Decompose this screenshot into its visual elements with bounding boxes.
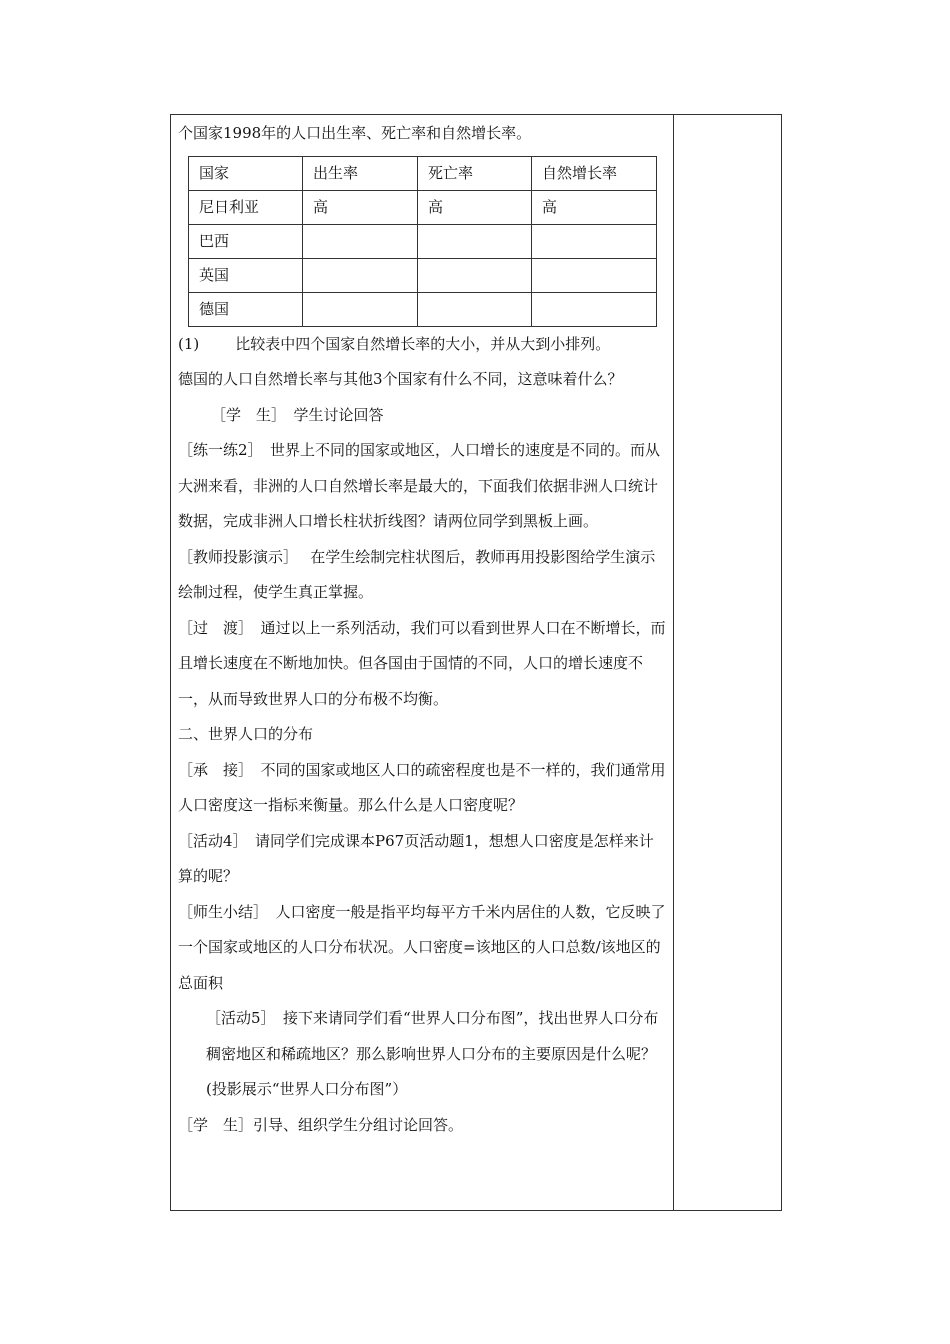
- table-cell: [532, 292, 657, 326]
- table-cell: 英国: [189, 258, 303, 292]
- header-country: 国家: [189, 156, 303, 190]
- question-number: (1): [178, 334, 200, 353]
- question-line-1: [178, 327, 666, 363]
- practice-2-para: ［练一练2］ 世界上不同的国家或地区，人口增长的速度是不同的。而从大洲来看，非洲的人口自然增长率是最大的，下面我们依据非洲人口统计数据，完成非洲人口增长柱状折线图？请两位同学到黑板上画。: [178, 441, 661, 530]
- table-cell: [418, 258, 532, 292]
- table-cell: [532, 224, 657, 258]
- table-cell: [532, 258, 657, 292]
- continuation-para: ［承 接］ 不同的国家或地区人口的疏密程度也是不一样的，我们通常用人口密度这一指标来衡量。那么什么是人口密度呢？: [178, 760, 666, 814]
- intro-text: 个国家1998年的人口出生率、死亡率和自然增长率。: [178, 124, 532, 142]
- activity-4-para: ［活动4］ 请同学们完成课本P67页活动题1，想想人口密度是怎样来计算的呢？: [178, 831, 654, 885]
- header-death-rate: 死亡率: [418, 156, 532, 190]
- table-row: [189, 292, 657, 326]
- population-rate-table: [188, 156, 657, 327]
- table-row: [189, 190, 657, 224]
- summary-para: ［师生小结］ 人口密度一般是指平均每平方千米内居住的人数，它反映了一个国家或地区的人口分布状况。人口密度=该地区的人口总数/该地区的总面积: [178, 902, 666, 992]
- teacher-demo-para: ［教师投影演示］ 在学生绘制完柱状图后，教师再用投影图给学生演示绘制过程，使学生真正掌握。: [178, 547, 656, 601]
- table-cell: 高: [303, 190, 418, 224]
- lesson-content: [178, 116, 666, 1143]
- table-cell: 高: [532, 190, 657, 224]
- question-text-1: 比较表中四个国家自然增长率的大小，并从大到小排列。: [235, 334, 611, 353]
- table-row: [189, 258, 657, 292]
- section-heading: 二、世界人口的分布: [178, 725, 314, 743]
- table-header-row: [189, 156, 657, 190]
- table-cell: 高: [418, 190, 532, 224]
- column-divider: [673, 114, 674, 1211]
- student-answer-para: ［学 生］ 学生讨论回答: [211, 405, 384, 424]
- table-cell: 尼日利亚: [189, 190, 303, 224]
- header-birth-rate: 出生率: [303, 156, 418, 190]
- table-cell: [303, 292, 418, 326]
- question-line-2: 德国的人口自然增长率与其他3个国家有什么不同，这意味着什么？: [178, 370, 623, 388]
- table-cell: [418, 224, 532, 258]
- table-cell: [303, 224, 418, 258]
- table-cell: 德国: [189, 292, 303, 326]
- header-natural-growth: 自然增长率: [532, 156, 657, 190]
- table-cell: [418, 292, 532, 326]
- student-guide-para: ［学 生］引导、组织学生分组讨论回答。: [178, 1115, 464, 1134]
- transition-para: ［过 渡］ 通过以上一系列活动，我们可以看到世界人口在不断增长，而且增长速度在不断地加快。但各国由于国情的不同，人口的增长速度不一，从而导致世界人口的分布极不均衡。: [178, 618, 666, 708]
- table-row: [189, 224, 657, 258]
- table-cell: [303, 258, 418, 292]
- table-cell: 巴西: [189, 224, 303, 258]
- activity-5-para: ［活动5］ 接下来请同学们看“世界人口分布图”，找出世界人口分布稠密地区和稀疏地区？那么影响世界人口分布的主要原因是什么呢？(投影展示“世界人口分布图”）: [206, 1009, 659, 1098]
